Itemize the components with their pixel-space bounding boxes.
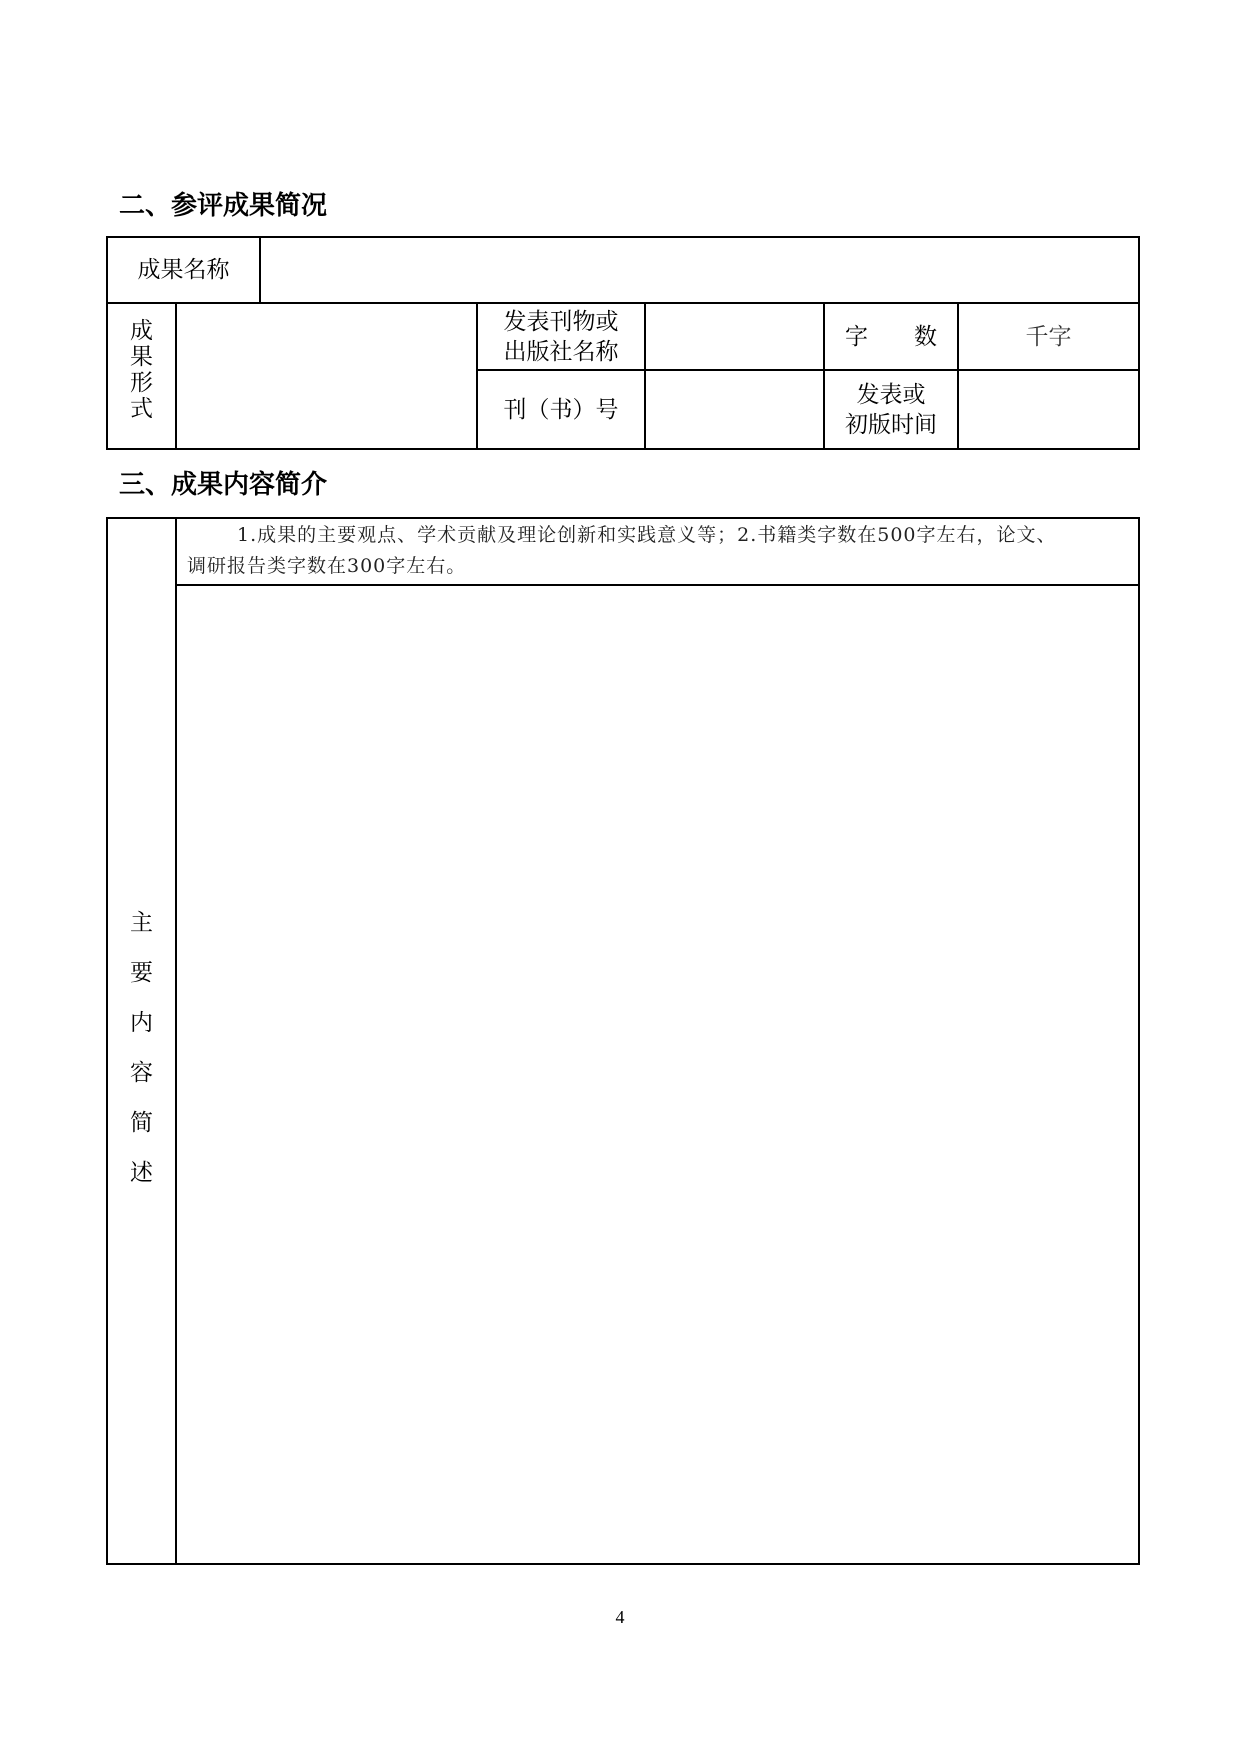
word-count-field[interactable]	[959, 304, 1138, 369]
publisher-label: 发表刊物或 出版社名称	[503, 308, 619, 365]
publisher-field[interactable]	[646, 304, 823, 369]
achievement-name-label: 成果名称	[137, 257, 230, 283]
instruction-note: 1.成果的主要观点、学术贡献及理论创新和实践意义等；2.书籍类字数在500字左右，论文、 调研报告类字数在300字左右。	[187, 524, 1057, 577]
achievement-name-field[interactable]	[261, 238, 1138, 302]
section2-heading: 二、参评成果简况	[119, 191, 328, 221]
publish-date-label: 发表或 初版时间	[845, 381, 937, 438]
main-content-field[interactable]	[177, 586, 1138, 1563]
achievement-form-field[interactable]	[177, 304, 476, 448]
word-count-unit: 千字	[1025, 323, 1072, 350]
issue-number-label: 刊（书）号	[503, 396, 619, 423]
issue-number-field[interactable]	[646, 371, 823, 448]
word-count-label: 字 数	[845, 323, 937, 350]
achievement-form-label: 成 果 形 式	[130, 318, 153, 422]
publish-date-field[interactable]	[959, 371, 1138, 448]
section3-heading: 三、成果内容简介	[119, 470, 328, 500]
page-number: 4	[615, 1607, 625, 1627]
main-content-label: 主 要 内 容 简 述	[130, 910, 153, 1186]
